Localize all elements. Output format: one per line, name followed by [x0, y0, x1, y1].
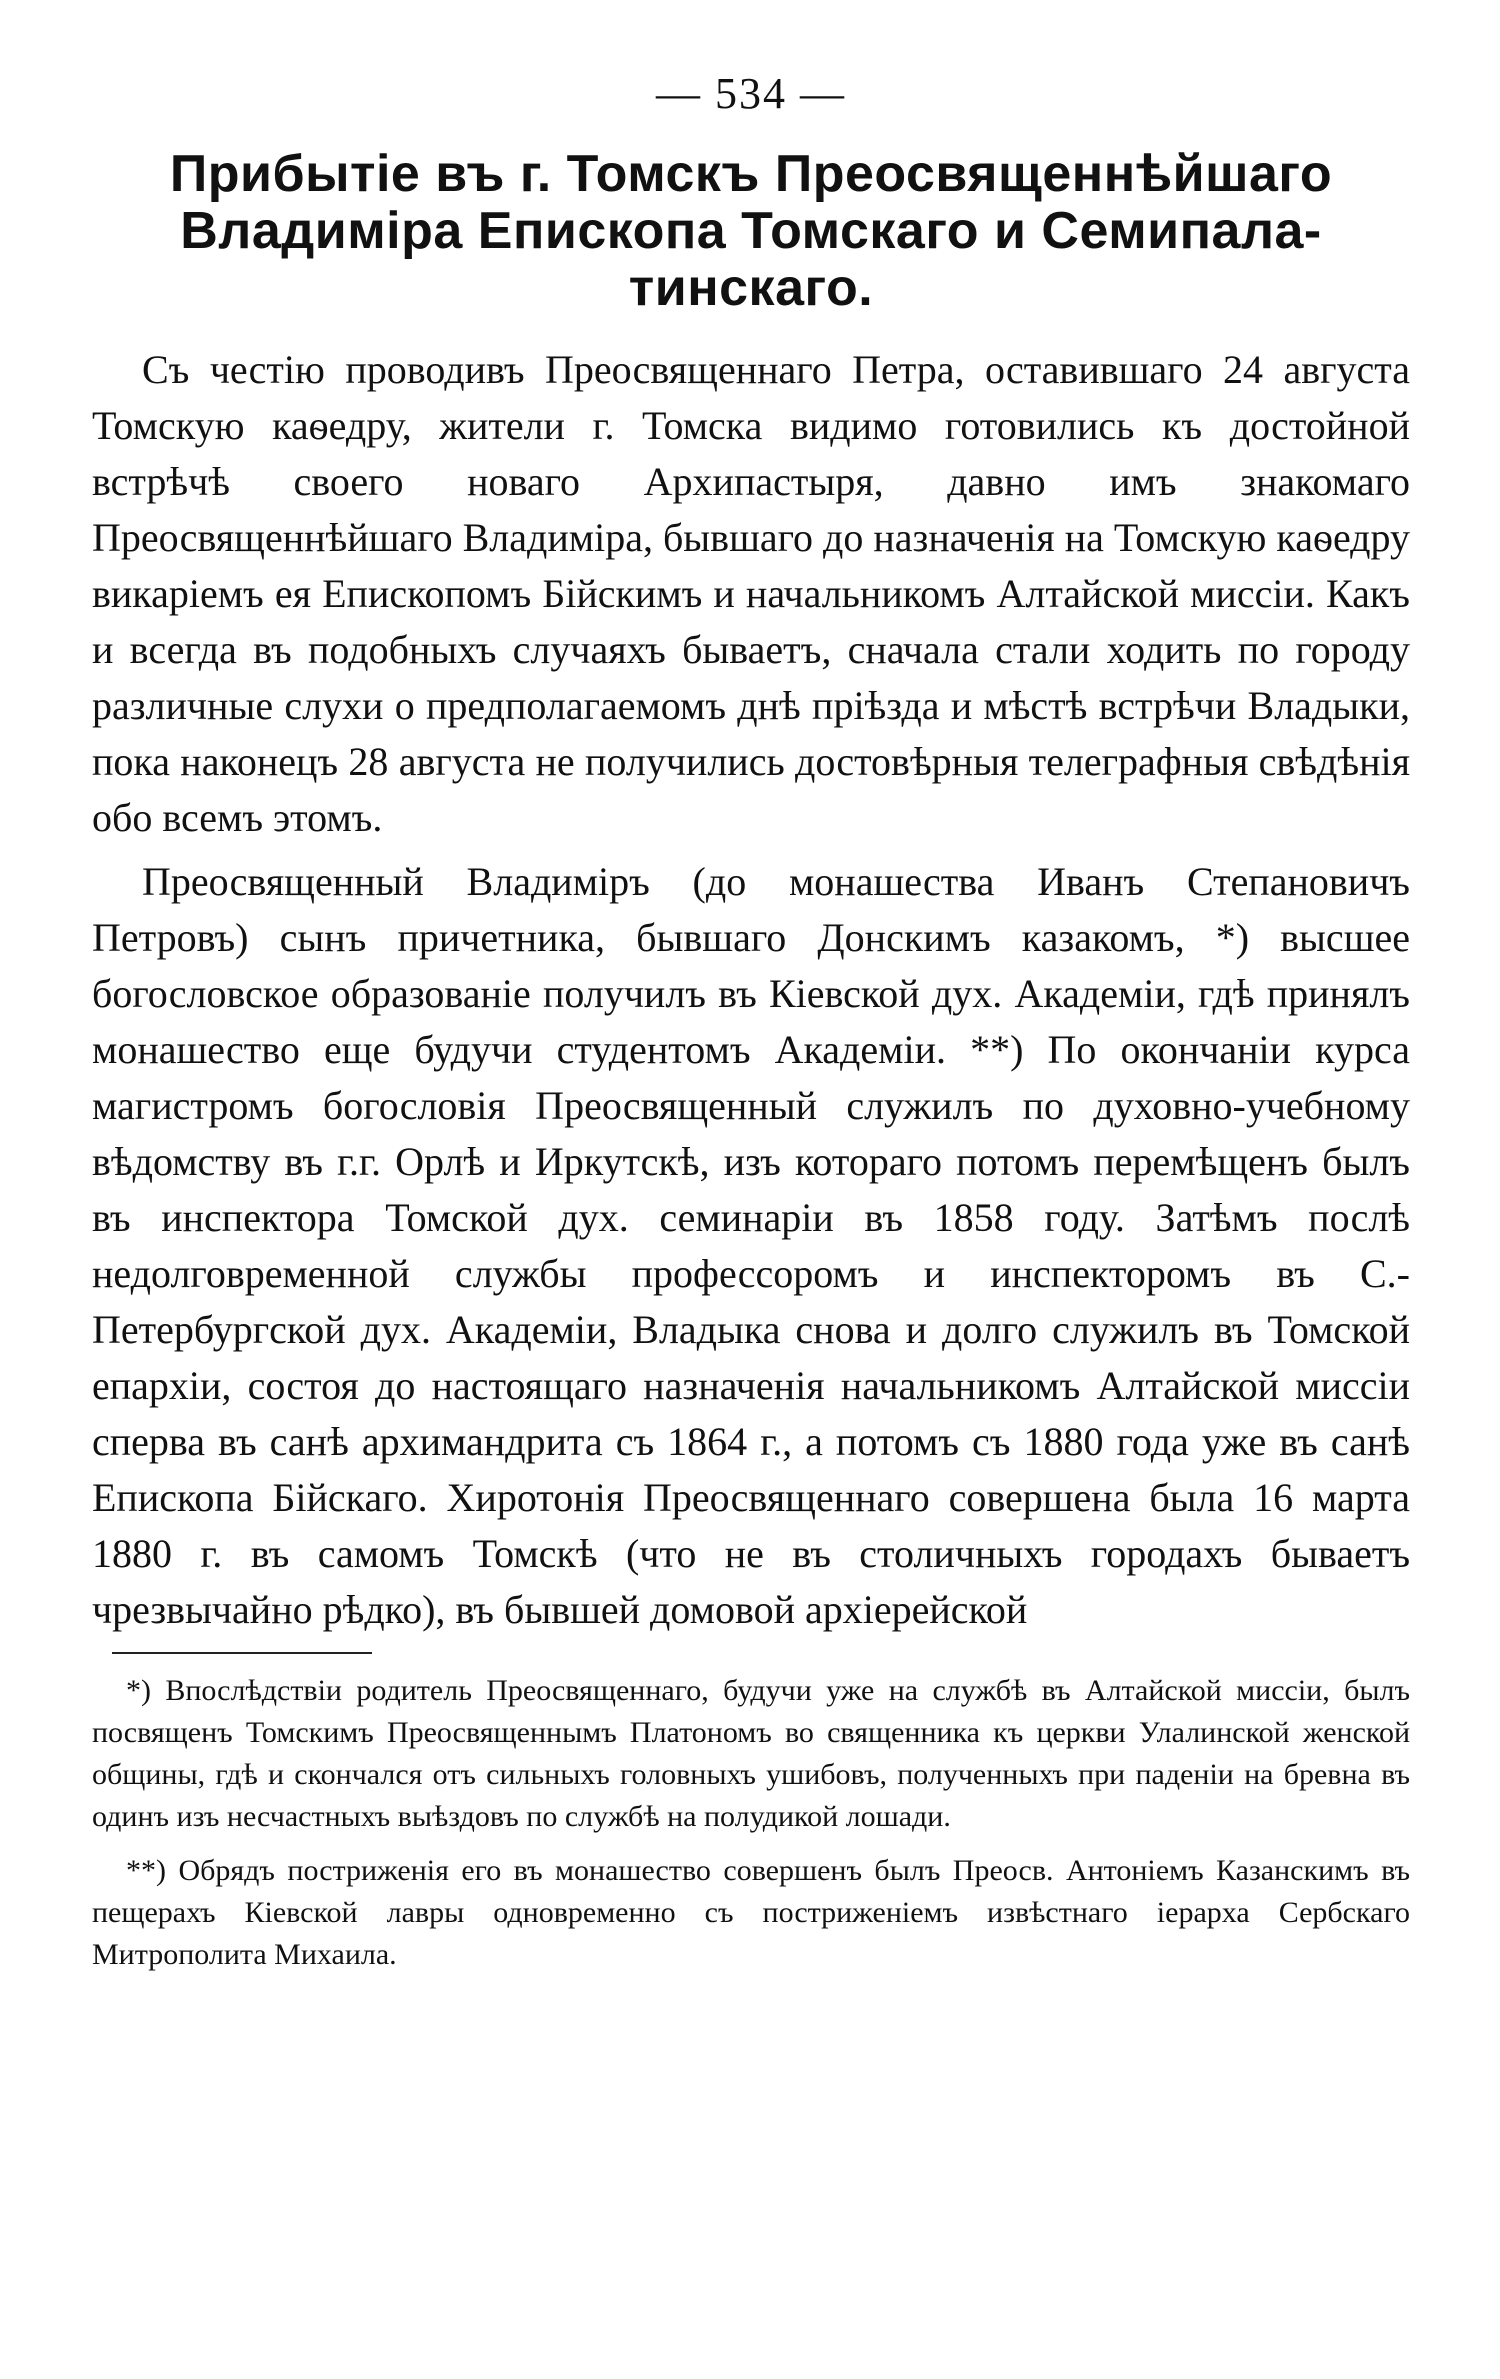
footnote-2: **) Обрядъ постриженія его въ монашество совершенъ былъ Преосв. Антоніемъ Казанскимъ въ пещерахъ Кіевской лавры одновременно съ постриженіемъ извѣстнаго іерарха Сербскаго Митрополита Михаила. [92, 1854, 1410, 1972]
footnotes [92, 1670, 1410, 1976]
paragraph-1: Съ честію проводивъ Преосвященнаго Петра, оставившаго 24 августа Томскую каѳедру, жители г. Томска видимо готовились къ достойной встрѣчѣ своего новаго Архипастыря, давно имъ знакомаго Преосвященнѣйшаго Владиміра, бывшаго до назначенія на Томскую каѳедру викаріемъ ея Епископомъ Бійскимъ и начальникомъ Алтайской миссіи. Какъ и всегда въ подобныхъ случаяхъ бываетъ, сначала стали ходить по городу различные слухи о предполагаемомъ днѣ пріѣзда и мѣстѣ встрѣчи Владыки, пока наконецъ 28 августа не получились достовѣрныя телеграфныя свѣдѣнія обо всемъ этомъ. [92, 347, 1410, 841]
book-page [92, 70, 1410, 1976]
article-title [92, 146, 1410, 316]
footnote-divider [112, 1652, 372, 1654]
article-body [92, 342, 1410, 1638]
title-line-1: Прибытіе въ г. Томскъ Преосвященнѣйшаго [169, 145, 1333, 204]
title-line-2: Владиміра Епископа Томскаго и Семипала- [180, 202, 1322, 261]
title-line-3: тинскаго. [628, 258, 874, 317]
page-number: — 534 — [656, 69, 846, 118]
footnote-1: *) Впослѣдствіи родитель Преосвященнаго, будучи уже на службѣ въ Алтайской миссіи, былъ посвященъ Томскимъ Преосвященнымъ Платономъ во священника къ церкви Улалинской женской общины, гдѣ и скончался отъ сильныхъ головныхъ ушибовъ, полученныхъ при паденіи на бревна въ одинъ изъ несчастныхъ выѣздовъ по службѣ на полудикой лошади. [92, 1674, 1410, 1834]
paragraph-2: Преосвященный Владиміръ (до монашества Иванъ Степановичъ Петровъ) сынъ причетника, бывшаго Донскимъ казакомъ, *) высшее богословское образованіе получилъ въ Кіевской дух. Академіи, гдѣ принялъ монашество еще будучи студентомъ Академіи. **) По окончаніи курса магистромъ богословія Преосвященный служилъ по духовно-учебному вѣдомству въ г.г. Орлѣ и Иркутскѣ, изъ котораго потомъ перемѣщенъ былъ въ инспектора Томской дух. семинаріи въ 1858 году. Затѣмъ послѣ недолговременной службы профессоромъ и инспекторомъ въ С.-Петербургской дух. Академіи, Владыка снова и долго служилъ въ Томской епархіи, состоя до настоящаго назначенія начальникомъ Алтайской миссіи сперва въ санѣ архимандрита съ 1864 г., а потомъ съ 1880 года уже въ санѣ Епископа Бійскаго. Хиротонія Преосвященнаго совершена была 16 марта 1880 г. въ самомъ Томскѣ (что не въ столичныхъ городахъ бываетъ чрезвычайно рѣдко), въ бывшей домовой архіерейской [92, 859, 1410, 1633]
